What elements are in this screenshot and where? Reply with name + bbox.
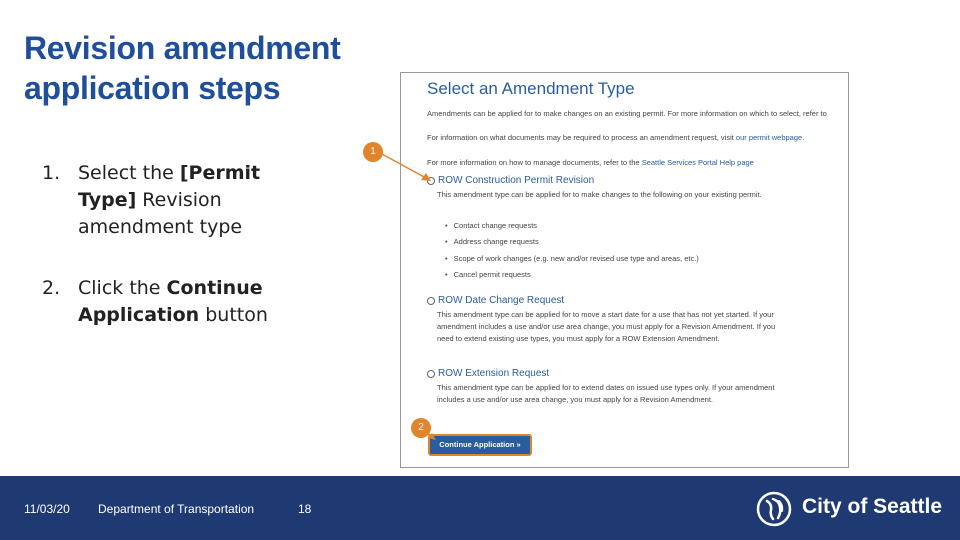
step-2	[42, 275, 282, 329]
continue-application-button[interactable]: Continue Application »	[428, 434, 532, 456]
callout-arrow-1	[378, 148, 438, 186]
portal-screenshot	[400, 72, 849, 468]
permit-webpage-link[interactable]: our permit webpage.	[735, 133, 805, 142]
documents-info-text	[427, 133, 804, 142]
option-label[interactable]: ROW Construction Permit Revision	[438, 175, 595, 186]
option-label[interactable]: ROW Date Change Request	[438, 295, 565, 306]
help-info-pre: For more information on how to manage documents, refer to the	[427, 158, 642, 167]
amendment-type-heading: Select an Amendment Type	[427, 79, 635, 98]
option-row-construction-revision[interactable]	[427, 175, 594, 186]
steps-list	[42, 160, 282, 329]
documents-info-pre: For information on what documents may be required to process an amendment request, visit	[427, 133, 736, 142]
option-bullet: • Cancel permit requests	[445, 270, 531, 279]
option-description: This amendment type can be applied for to extend dates on issued use types only. If your amendment includes a use and/or use area change, you must apply for a Revision Amendment.	[437, 383, 775, 404]
option-row-extension[interactable]	[427, 368, 549, 379]
option-description: This amendment type can be applied for to move a start date for a use that has not yet started. If your amendment includes a use and/or use area change, you must apply for a Revision Amendment. If you need to extend existing use types, you must apply for a ROW Extension Amendment.	[437, 310, 776, 343]
option-label[interactable]: ROW Extension Request	[438, 368, 550, 379]
footer-department: Department of Transportation	[98, 502, 255, 516]
help-info-text	[427, 158, 754, 167]
city-seal-icon	[756, 491, 792, 527]
step-text-bold: Continue Application	[78, 277, 263, 326]
step-number: 2.	[42, 277, 61, 299]
step-text-post: Revision amendment type	[78, 189, 243, 238]
step-text-post: button	[199, 304, 268, 326]
option-bullet: • Contact change requests	[445, 221, 537, 230]
step-text-pre: Click the	[78, 277, 167, 299]
step-1	[42, 160, 282, 241]
step-number: 1.	[42, 162, 61, 184]
step-text-pre: Select the	[78, 162, 180, 184]
page-number: 18	[298, 502, 312, 516]
intro-text: Amendments can be applied for to make changes on an existing permit. For more information on which to select, refer to	[427, 109, 827, 118]
step-text-bold: [Permit Type]	[78, 162, 261, 211]
footer-bar	[0, 476, 960, 540]
callout-badge-2: 2	[411, 418, 431, 438]
page-title: Revision amendment application steps	[24, 30, 341, 106]
radio-button[interactable]	[427, 297, 435, 305]
option-bullet: • Scope of work changes (e.g. new and/or revised use type and areas, etc.)	[445, 254, 699, 263]
option-row-date-change[interactable]	[427, 295, 564, 306]
footer-date: 11/03/20	[24, 502, 70, 516]
option-description: This amendment type can be applied for to make changes to the following on your existing permit.	[437, 190, 762, 199]
option-bullet: • Address change requests	[445, 237, 539, 246]
radio-button[interactable]	[427, 370, 435, 378]
step-text	[78, 275, 282, 329]
help-page-link[interactable]: Seattle Services Portal Help page	[641, 158, 754, 167]
city-of-seattle-logo: City of Seattle	[802, 495, 943, 518]
step-text	[78, 160, 282, 241]
callout-badge-1: 1	[363, 142, 383, 162]
